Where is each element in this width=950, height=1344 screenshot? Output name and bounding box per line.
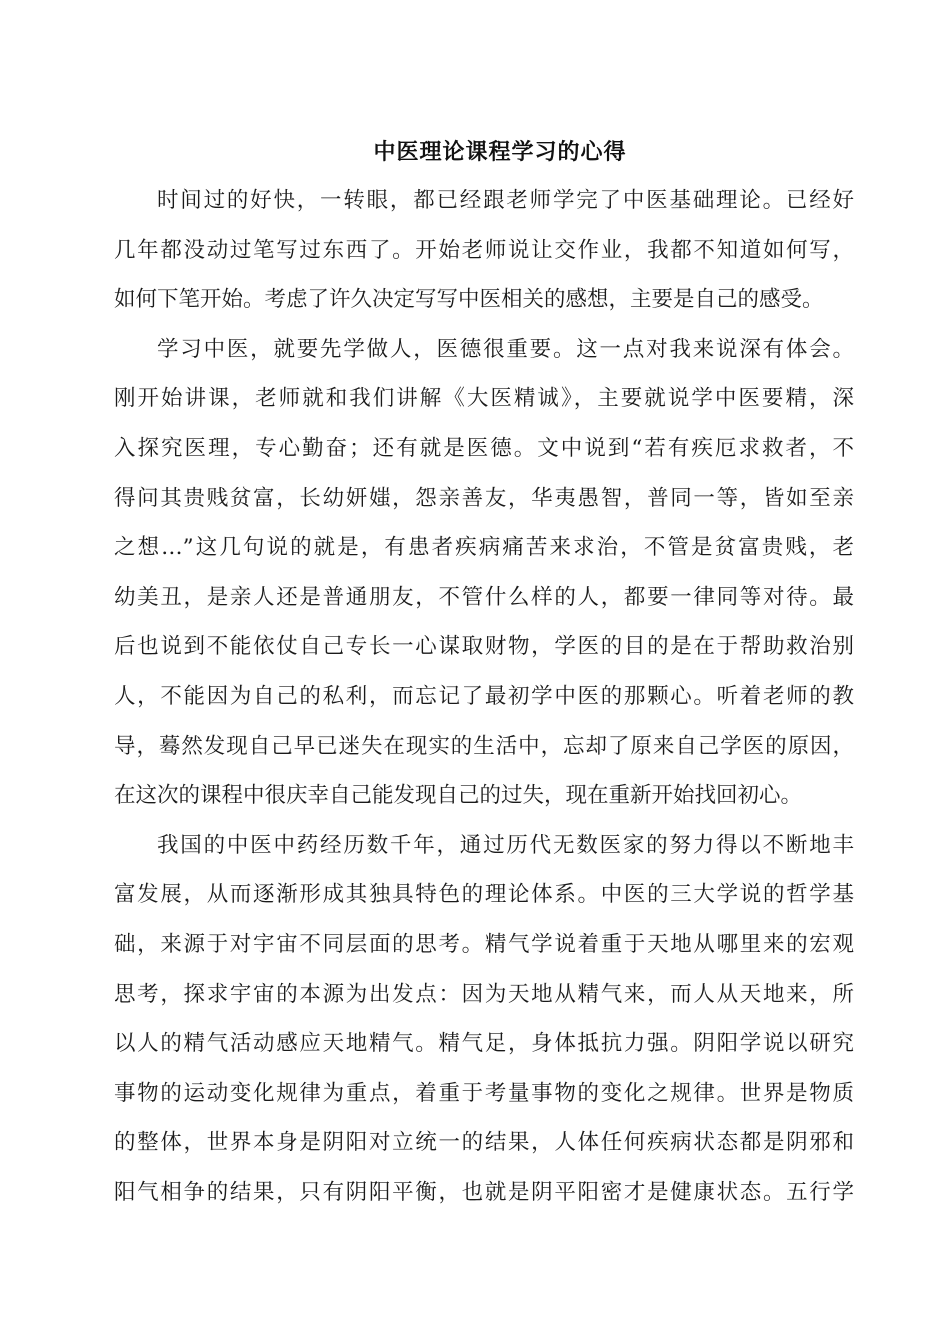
paragraph-line: 学习中医，就要先学做人，医德很重要。这一点对我来说深有体会。 <box>157 336 854 362</box>
paragraph-line: 几年都没动过笔写过东西了。开始老师说让交作业，我都不知道如何写， <box>114 237 854 263</box>
paragraph-line: 之想…”这几句说的就是，有患者疾病痛苦来求治，不管是贫富贵贱，老 <box>114 535 854 561</box>
paragraph-line: 事物的运动变化规律为重点，着重于考量事物的变化之规律。世界是物质 <box>114 1080 854 1106</box>
paragraph-line: 阳气相争的结果，只有阴阳平衡，也就是阴平阳密才是健康状态。五行学 <box>114 1179 854 1205</box>
paragraph-line: 导，蓦然发现自己早已迷失在现实的生活中，忘却了原来自己学医的原因， <box>114 733 854 759</box>
paragraph-line: 时间过的好快，一转眼，都已经跟老师学完了中医基础理论。已经好 <box>157 188 854 213</box>
document-title: 中医理论课程学习的心得 <box>373 139 627 165</box>
paragraph-line: 入探究医理，专心勤奋；还有就是医德。文中说到“若有疾厄求救者，不 <box>114 435 854 461</box>
paragraph-line: 我国的中医中药经历数千年，通过历代无数医家的努力得以不断地丰 <box>157 832 854 858</box>
paragraph-1 <box>114 183 854 332</box>
paragraph-line: 在这次的课程中很庆幸自己能发现自己的过失，现在重新开始找回初心。 <box>114 783 803 809</box>
paragraph-line: 幼美丑，是亲人还是普通朋友，不管什么样的人，都要一律同等对待。最 <box>114 584 854 610</box>
paragraph-line: 如何下笔开始。考虑了许久决定写写中医相关的感想，主要是自己的感受。 <box>114 287 824 313</box>
document-body <box>114 183 854 1224</box>
paragraph-3 <box>114 828 854 1225</box>
paragraph-line: 得问其贵贱贫富，长幼妍媸，怨亲善友，华夷愚智，普同一等，皆如至亲 <box>114 485 854 511</box>
paragraph-line: 后也说到不能依仗自己专长一心谋取财物，学医的目的是在于帮助救治别 <box>114 634 854 660</box>
paragraph-line: 富发展，从而逐渐形成其独具特色的理论体系。中医的三大学说的哲学基 <box>114 882 854 908</box>
paragraph-2 <box>114 332 854 828</box>
paragraph-line: 础，来源于对宇宙不同层面的思考。精气学说着重于天地从哪里来的宏观 <box>114 931 854 957</box>
paragraph-line: 思考，探求宇宙的本源为出发点：因为天地从精气来，而人从天地来，所 <box>114 981 854 1007</box>
paragraph-line: 人，不能因为自己的私利，而忘记了最初学中医的那颗心。听着老师的教 <box>114 683 854 709</box>
paragraph-line: 以人的精气活动感应天地精气。精气足，身体抵抗力强。阴阳学说以研究 <box>114 1031 854 1057</box>
paragraph-line: 的整体，世界本身是阴阳对立统一的结果，人体任何疾病状态都是阴邪和 <box>114 1130 854 1156</box>
paragraph-line: 刚开始讲课，老师就和我们讲解《大医精诚》，主要就说学中医要精，深 <box>114 386 854 412</box>
